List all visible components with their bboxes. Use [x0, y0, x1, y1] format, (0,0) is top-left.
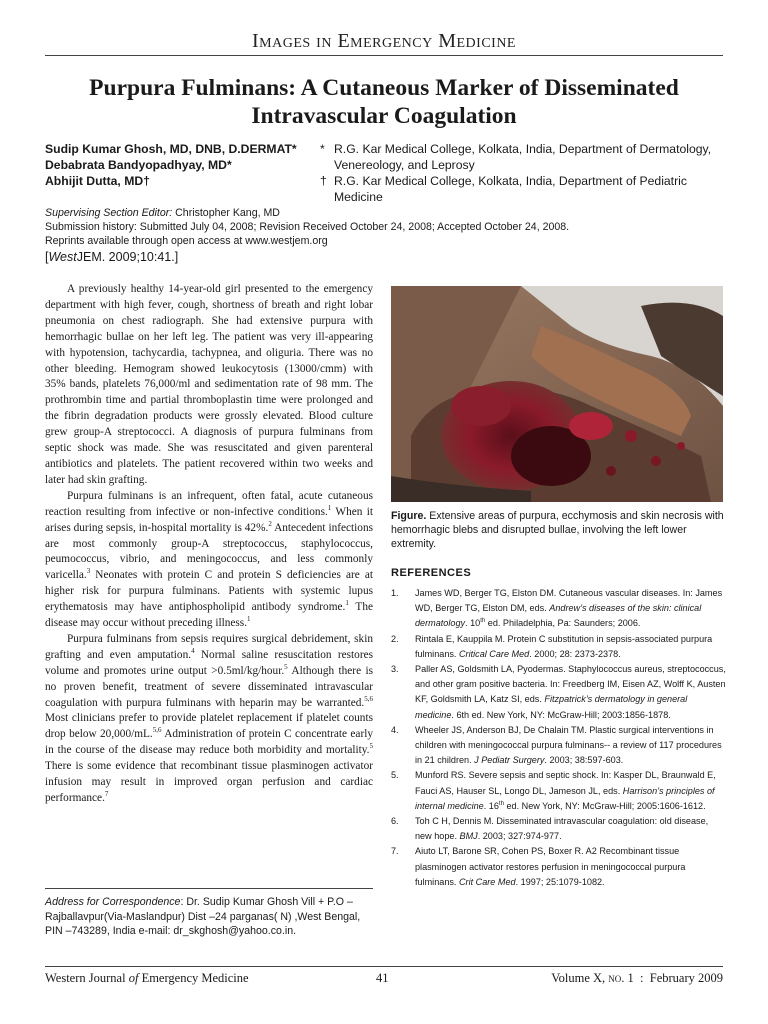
- reference-text: [415, 844, 726, 890]
- ref-run: Munford RS. Severe sepsis and septic shock. In: Kasper DL, Braunwald E, Fauci AS, Hauser SL, Longo DL, Jameson JL, eds.: [415, 770, 716, 796]
- journal-name-of: of: [128, 971, 139, 985]
- ref-run: Toh C H, Dennis M. Disseminated intravascular coagulation: old disease, new hope.: [415, 816, 709, 842]
- issue-label: no.: [608, 971, 625, 985]
- section-editor: [45, 206, 735, 220]
- text-run: Administration of protein C concentrate early in the course of the disease may reduce both morbidity and mortality.: [45, 728, 373, 757]
- reference-number: 3.: [391, 664, 399, 675]
- references-heading: REFERENCES: [391, 567, 472, 579]
- article-body: [45, 282, 373, 807]
- editor-label: Supervising Section Editor:: [45, 207, 173, 219]
- ref-run: . 2003; 327:974-977.: [477, 831, 562, 842]
- text-run: The disease may occur without preceding illness.: [45, 601, 373, 630]
- affiliation-2: [320, 173, 730, 205]
- ref-run: Paller AS, Goldsmith LA, Pyodermas. Staphylococcus aureus, streptococcus, and other gram positive bacteria. In: Freedberg IM, Eisen AZ, Wolff K, Austen KF, Goldsmith LA, Katz SI, eds.: [415, 664, 726, 705]
- article-title: Purpura Fulminans: A Cutaneous Marker of Disseminated Intravascular Coagulation: [89, 75, 679, 129]
- clinical-photo: [391, 286, 723, 502]
- ref-mark: 4: [191, 647, 195, 656]
- author-list: [45, 141, 320, 189]
- correspondence-address: [45, 895, 373, 939]
- ref-source: Fitzpatrick’s dermatology in general medicine: [415, 694, 688, 720]
- journal-name-b: Emergency Medicine: [138, 971, 249, 985]
- text-run: There is some evidence that recombinant tissue plasminogen activator infusion may result in improved organ perfusion and cardiac performance.: [45, 760, 373, 804]
- citation: [45, 249, 735, 265]
- citation-west: West: [48, 250, 77, 264]
- text-run: Most clinicians prefer to provide platelet replacement if platelet counts drop below 20,000/mL.: [45, 712, 373, 741]
- reference-item: [391, 844, 726, 890]
- reference-list: [391, 586, 726, 890]
- citation-rest: JEM. 2009;10:41.]: [76, 250, 179, 264]
- ref-source: Critical Care Med: [458, 648, 530, 659]
- figure-caption: [391, 509, 726, 551]
- editor-name: Christopher Kang, MD: [172, 207, 280, 219]
- ref-source: Andrew’s diseases of the skin: clinical dermatology: [415, 603, 702, 629]
- ref-mark: 5,6: [364, 694, 373, 703]
- reference-number: 2.: [391, 633, 399, 644]
- reference-text: [415, 723, 726, 769]
- correspondence-text: : Dr. Sudip Kumar Ghosh Vill + P.O –Rajballavpur(Via-Maslandpur) Dist –24 parganas( N) ,West Bengal, PIN –743289, India e-mail: dr_skghosh@yahoo.co.in.: [45, 896, 361, 937]
- footer-journal: [45, 971, 249, 986]
- text-run: Normal saline resuscitation restores volume and promotes urine output >0.5ml/kg/hour.: [45, 648, 373, 677]
- reference-number: 1.: [391, 588, 399, 598]
- correspondence-label: Address for Correspondence: [45, 896, 181, 908]
- text-run: Although there is no proven benefit, treatment of severe disseminated intravascular coagulation with purpura fulminans with heparin may be warranted.: [45, 664, 374, 709]
- page-number: 41: [376, 971, 389, 985]
- text-run: Purpura fulminans is an infrequent, often fatal, acute cutaneous reaction resulting from infective or non-infective conditions.: [45, 489, 373, 518]
- body-paragraph-3: [45, 632, 373, 807]
- reference-text: [415, 586, 726, 632]
- volume-label: Volume X,: [551, 971, 609, 985]
- ref-run: ed. New York, NY: McGraw-Hill; 2005:1606-1612.: [503, 800, 706, 811]
- affiliation-list: [320, 141, 730, 205]
- figure-caption-text: Extensive areas of purpura, ecchymosis and skin necrosis with hemorrhagic blebs and disrupted bullae, involving the left lower extremity.: [391, 510, 724, 550]
- ref-mark: 1: [345, 599, 349, 608]
- ref-mark: 5: [284, 662, 288, 671]
- ref-source: Harrison’s principles of internal medicine: [415, 785, 715, 811]
- header-rule: [45, 55, 723, 56]
- reference-item: [391, 632, 726, 662]
- ref-run: . 2000; 28: 2373-2378.: [529, 648, 621, 659]
- ref-run: . 10: [465, 618, 481, 629]
- reference-text: [415, 768, 726, 814]
- reference-text: [415, 662, 726, 723]
- ref-run: . 6th ed. New York, NY: McGraw-Hill; 2003:1856-1878.: [451, 709, 671, 720]
- text-run: Antecedent infections are most commonly group-A streptococcus, staphylococcus, peumococcus, vibrio, and meningococcus, and less commonly varicella.: [45, 521, 373, 582]
- affiliation-text: R.G. Kar Medical College, Kolkata, India, Department of Pediatric Medicine: [334, 174, 687, 204]
- reference-number: 5.: [391, 770, 399, 781]
- reference-number: 4.: [391, 724, 399, 735]
- ref-mark: 5: [369, 742, 373, 751]
- journal-name-a: Western Journal: [45, 971, 129, 985]
- author-3: Abhijit Dutta, MD†: [45, 174, 150, 188]
- issue-date: 1 : February 2009: [624, 971, 723, 985]
- ref-source: BMJ: [459, 831, 478, 842]
- correspondence-rule: [45, 888, 373, 889]
- reference-item: [391, 586, 726, 632]
- footer-rule: [45, 966, 723, 967]
- footer-issue: [551, 971, 723, 986]
- affiliation-mark: *: [320, 142, 325, 156]
- affiliation-mark: †: [320, 174, 327, 188]
- submission-history: Submission history: Submitted July 04, 2008; Revision Received October 24, 2008; Accepted October 24, 2008.: [45, 221, 570, 233]
- affiliation-1: [320, 141, 730, 173]
- ref-mark: 1: [327, 503, 332, 512]
- citation-bracket: [: [45, 250, 49, 264]
- section-header: Images in Emergency Medicine: [252, 30, 516, 52]
- ref-run: . 2003; 38:597-603.: [544, 755, 624, 766]
- ref-run: . 1997; 25:1079-1082.: [515, 876, 605, 887]
- ref-mark: 2: [268, 519, 272, 528]
- article-meta: [45, 206, 735, 265]
- body-paragraph-1: A previously healthy 14-year-old girl presented to the emergency department with high fever, cough, shortness of breath and right lobar pneumonia on chest radiograph. She had extensive purpura with hemorrhagic bullae on her left leg. The patient was very ill-appearing with hypotension, tachycardia, tachypnea, and oliguria. There was no other bleeding. Hemogram showed leukocytosis (13000/cmm) with 35% bands, platelets 76,000/ml and sedimentation rate of 98 mm. The prothrombin time and partial thromboplastin time were prolonged and the fibrin degradation products were grossly elevated. Blood culture grew group-A streptococci. A diagnosis of purpura fulminans from septic shock was made. She was resuscitated and given parenteral antibiotics and platelets. The patient recovered within two weeks and later had skin grafting.: [45, 283, 373, 486]
- ref-source: Crit Care Med: [458, 876, 516, 887]
- author-2: Debabrata Bandyopadhyay, MD*: [45, 158, 232, 172]
- ref-run: Wheeler JS, Anderson BJ, De Chalain TM. Plastic surgical interventions in children with meningococcal purpura fulminans-- a review of 117 procedures in 21 children.: [415, 724, 722, 766]
- author-1: Sudip Kumar Ghosh, MD, DNB, D.DERMAT*: [45, 142, 297, 156]
- text-run: When it arises during sepsis, in-hospital mortality is 42%.: [45, 505, 373, 534]
- ref-run: Rintala E, Kauppila M. Protein C substitution in sepsis-associated purpura fulminans.: [415, 633, 713, 659]
- clinical-photo-illustration: [391, 286, 723, 502]
- affiliation-text: R.G. Kar Medical College, Kolkata, India, Department of Dermatology, Venereology, and Leprosy: [334, 142, 712, 172]
- reference-text: [415, 632, 726, 662]
- text-run: Purpura fulminans from sepsis requires surgical debridement, skin grafting and even amputation.: [45, 632, 373, 661]
- ref-sup: th: [480, 618, 486, 625]
- ref-mark: 7: [104, 790, 109, 799]
- reference-number: 7.: [391, 846, 399, 857]
- reference-item: [391, 723, 726, 769]
- ref-source: J Pediatr Surgery: [474, 755, 545, 766]
- text-run: Neonates with protein C and protein S deficiencies are at higher risk for purpura fulminans. Patients with systemic lupus erythematosis may have antiphospholipid antibody syndrome.: [45, 569, 373, 614]
- ref-mark: 3: [86, 567, 91, 576]
- ref-run: James WD, Berger TG, Elston DM. Cutaneous vascular diseases. In: James WD, Berger TG, Elston DM, eds.: [415, 588, 723, 614]
- body-paragraph-2: [45, 489, 373, 632]
- reprints-note: Reprints available through open access at www.westjem.org: [45, 235, 328, 247]
- figure-label: Figure.: [391, 510, 427, 522]
- reference-number: 6.: [391, 816, 399, 827]
- reference-item: [391, 768, 726, 814]
- ref-sup: th: [498, 800, 504, 807]
- ref-mark: 5,6: [152, 726, 162, 735]
- ref-run: ed. Philadelphia, Pa: Saunders; 2006.: [485, 618, 641, 629]
- reference-item: [391, 662, 726, 723]
- ref-mark: 1: [247, 615, 251, 624]
- reference-item: [391, 814, 726, 844]
- ref-run: Aiuto LT, Barone SR, Cohen PS, Boxer R. A2 Recombinant tissue plasminogen activator restores perfusion in meningococcal purpura fulminans.: [415, 846, 686, 887]
- reference-text: [415, 814, 726, 844]
- ref-run: . 16: [483, 800, 499, 811]
